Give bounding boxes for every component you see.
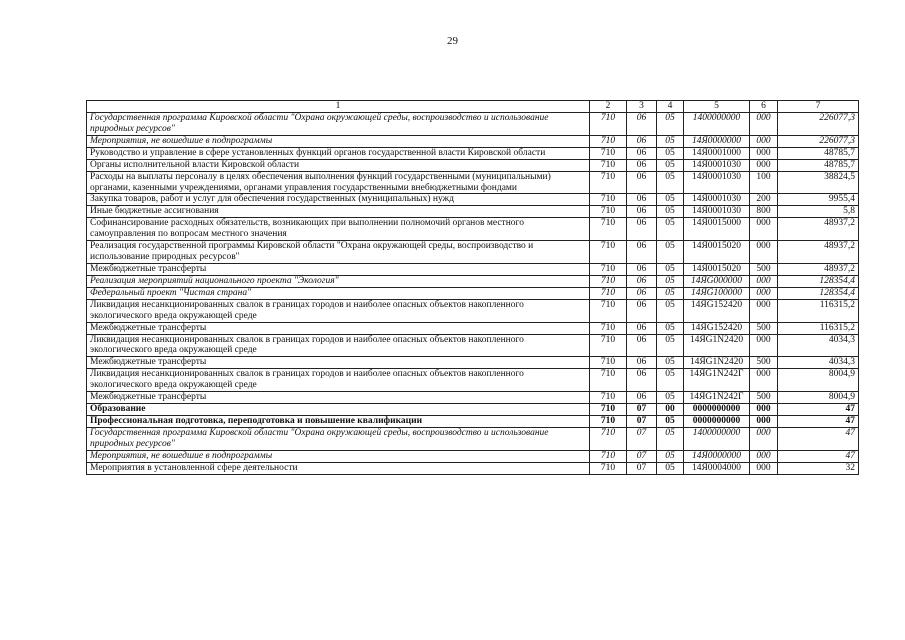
row-code-5-cell: 14Я0015020 [684, 241, 750, 264]
row-code-4-cell: 05 [657, 392, 684, 404]
row-code-2-cell: 710 [590, 206, 627, 218]
row-code-4-cell: 05 [657, 334, 684, 357]
row-code-6-cell: 000 [750, 404, 778, 416]
row-amount-cell: 47 [778, 427, 859, 450]
row-amount-cell: 48937,2 [778, 263, 859, 275]
row-amount-cell: 48937,2 [778, 218, 859, 241]
row-code-3-cell: 06 [627, 171, 657, 194]
row-amount-cell: 8004,9 [778, 392, 859, 404]
row-name-cell: Ликвидация несанкционированных свалок в границах городов и наиболее опасных объектов накопленного экологического вреда окружающей среде [87, 334, 590, 357]
row-code-5-cell: 14ЯG1N242Г [684, 392, 750, 404]
row-code-6-cell: 000 [750, 427, 778, 450]
row-code-6-cell: 000 [750, 450, 778, 462]
row-code-2-cell: 710 [590, 369, 627, 392]
table-row [87, 147, 859, 159]
row-name-cell: Органы исполнительной власти Кировской области [87, 159, 590, 171]
row-code-2-cell: 710 [590, 147, 627, 159]
row-code-5-cell: 14Я0004000 [684, 462, 750, 474]
budget-table [86, 100, 859, 475]
row-code-4-cell: 05 [657, 206, 684, 218]
column-header-4: 4 [657, 101, 684, 113]
row-name-cell: Межбюджетные трансферты [87, 322, 590, 334]
row-code-2-cell: 710 [590, 462, 627, 474]
row-code-5-cell: 0000000000 [684, 415, 750, 427]
row-code-4-cell: 05 [657, 299, 684, 322]
table-row [87, 299, 859, 322]
row-code-6-cell: 000 [750, 275, 778, 287]
row-code-3-cell: 07 [627, 404, 657, 416]
row-code-5-cell: 0000000000 [684, 404, 750, 416]
table-row [87, 113, 859, 136]
row-code-5-cell: 14Я0001030 [684, 206, 750, 218]
table-row [87, 194, 859, 206]
row-name-cell: Профессиональная подготовка, переподготовка и повышение квалификации [87, 415, 590, 427]
row-code-5-cell: 14Я0015000 [684, 218, 750, 241]
table-row [87, 263, 859, 275]
row-code-2-cell: 710 [590, 450, 627, 462]
row-amount-cell: 32 [778, 462, 859, 474]
row-name-cell: Мероприятия в установленной сфере деятельности [87, 462, 590, 474]
row-code-5-cell: 14Я0000000 [684, 135, 750, 147]
row-name-cell: Межбюджетные трансферты [87, 392, 590, 404]
row-code-3-cell: 06 [627, 135, 657, 147]
row-amount-cell: 9955,4 [778, 194, 859, 206]
row-amount-cell: 48937,2 [778, 241, 859, 264]
row-code-4-cell: 05 [657, 263, 684, 275]
row-code-2-cell: 710 [590, 275, 627, 287]
table-row [87, 392, 859, 404]
row-code-3-cell: 06 [627, 241, 657, 264]
row-code-4-cell: 05 [657, 171, 684, 194]
row-code-6-cell: 000 [750, 462, 778, 474]
row-code-2-cell: 710 [590, 159, 627, 171]
row-code-5-cell: 1400000000 [684, 427, 750, 450]
row-code-2-cell: 710 [590, 218, 627, 241]
row-code-2-cell: 710 [590, 334, 627, 357]
row-name-cell: Ликвидация несанкционированных свалок в границах городов и наиболее опасных объектов накопленного экологического вреда окружающей среде [87, 369, 590, 392]
table-row [87, 159, 859, 171]
row-code-5-cell: 14Я0001030 [684, 159, 750, 171]
row-amount-cell: 116315,2 [778, 322, 859, 334]
row-amount-cell: 8004,9 [778, 369, 859, 392]
row-code-2-cell: 710 [590, 427, 627, 450]
row-code-5-cell: 14ЯG1N2420 [684, 357, 750, 369]
row-code-6-cell: 000 [750, 369, 778, 392]
row-code-4-cell: 05 [657, 322, 684, 334]
table-row [87, 218, 859, 241]
row-code-2-cell: 710 [590, 357, 627, 369]
row-code-4-cell: 05 [657, 159, 684, 171]
row-code-2-cell: 710 [590, 241, 627, 264]
row-code-5-cell: 14Я0000000 [684, 450, 750, 462]
row-code-2-cell: 710 [590, 392, 627, 404]
row-name-cell: Иные бюджетные ассигнования [87, 206, 590, 218]
row-code-5-cell: 14ЯG100000 [684, 287, 750, 299]
row-code-5-cell: 14ЯG000000 [684, 275, 750, 287]
row-code-6-cell: 500 [750, 322, 778, 334]
row-code-6-cell: 800 [750, 206, 778, 218]
row-code-3-cell: 07 [627, 462, 657, 474]
row-name-cell: Мероприятия, не вошедшие в подпрограммы [87, 450, 590, 462]
row-name-cell: Софинансирование расходных обязательств, возникающих при выполнении полномочий органов местного самоуправления по вопросам местного значения [87, 218, 590, 241]
row-code-4-cell: 05 [657, 194, 684, 206]
table-row [87, 415, 859, 427]
row-code-5-cell: 14ЯG1N2420 [684, 334, 750, 357]
row-code-3-cell: 06 [627, 218, 657, 241]
row-name-cell: Ликвидация несанкционированных свалок в границах городов и наиболее опасных объектов накопленного экологического вреда окружающей среде [87, 299, 590, 322]
row-name-cell: Руководство и управление в сфере установленных функций органов государственной власти Кировской области [87, 147, 590, 159]
row-name-cell: Реализация государственной программы Кировской области "Охрана окружающей среды, воспроизводство и использование природных ресурсов" [87, 241, 590, 264]
column-header-2: 2 [590, 101, 627, 113]
row-code-3-cell: 06 [627, 299, 657, 322]
row-code-4-cell: 05 [657, 450, 684, 462]
table-row [87, 427, 859, 450]
row-code-6-cell: 500 [750, 357, 778, 369]
row-code-6-cell: 000 [750, 135, 778, 147]
row-code-6-cell: 000 [750, 334, 778, 357]
row-code-5-cell: 14Я0001030 [684, 194, 750, 206]
row-code-2-cell: 710 [590, 299, 627, 322]
row-code-4-cell: 05 [657, 357, 684, 369]
row-code-5-cell: 14Я0001030 [684, 171, 750, 194]
row-code-2-cell: 710 [590, 113, 627, 136]
row-code-6-cell: 000 [750, 415, 778, 427]
row-code-2-cell: 710 [590, 415, 627, 427]
column-header-name: 1 [87, 101, 590, 113]
row-amount-cell: 128354,4 [778, 287, 859, 299]
row-code-3-cell: 06 [627, 322, 657, 334]
row-code-2-cell: 710 [590, 322, 627, 334]
row-code-4-cell: 05 [657, 287, 684, 299]
row-code-3-cell: 07 [627, 427, 657, 450]
row-code-2-cell: 710 [590, 194, 627, 206]
table-row [87, 287, 859, 299]
row-name-cell: Межбюджетные трансферты [87, 357, 590, 369]
row-code-2-cell: 710 [590, 287, 627, 299]
row-code-3-cell: 06 [627, 357, 657, 369]
table-row [87, 462, 859, 474]
row-code-3-cell: 06 [627, 206, 657, 218]
table-row [87, 206, 859, 218]
page-number: 29 [447, 35, 458, 47]
row-code-6-cell: 200 [750, 194, 778, 206]
row-code-6-cell: 500 [750, 392, 778, 404]
table-row [87, 241, 859, 264]
row-code-3-cell: 06 [627, 334, 657, 357]
row-code-5-cell: 14Я0015020 [684, 263, 750, 275]
row-code-3-cell: 06 [627, 113, 657, 136]
row-code-3-cell: 07 [627, 415, 657, 427]
row-amount-cell: 4034,3 [778, 357, 859, 369]
row-code-5-cell: 14ЯG1N242Г [684, 369, 750, 392]
row-code-3-cell: 06 [627, 287, 657, 299]
row-name-cell: Межбюджетные трансферты [87, 263, 590, 275]
row-amount-cell: 128354,4 [778, 275, 859, 287]
row-code-4-cell: 05 [657, 369, 684, 392]
table-row [87, 171, 859, 194]
row-amount-cell: 47 [778, 450, 859, 462]
row-code-2-cell: 710 [590, 263, 627, 275]
row-amount-cell: 226077,3 [778, 113, 859, 136]
row-name-cell: Закупка товаров, работ и услуг для обеспечения государственных (муниципальных) нужд [87, 194, 590, 206]
row-amount-cell: 4034,3 [778, 334, 859, 357]
row-amount-cell: 5,8 [778, 206, 859, 218]
table-row [87, 450, 859, 462]
row-code-6-cell: 500 [750, 263, 778, 275]
row-code-4-cell: 05 [657, 241, 684, 264]
row-code-4-cell: 05 [657, 275, 684, 287]
row-code-3-cell: 06 [627, 275, 657, 287]
row-code-4-cell: 05 [657, 218, 684, 241]
row-code-2-cell: 710 [590, 404, 627, 416]
row-code-2-cell: 710 [590, 171, 627, 194]
table-header-row [87, 101, 859, 113]
row-code-5-cell: 14ЯG152420 [684, 322, 750, 334]
column-header-3: 3 [627, 101, 657, 113]
row-code-4-cell: 00 [657, 404, 684, 416]
row-code-3-cell: 06 [627, 147, 657, 159]
row-code-4-cell: 05 [657, 427, 684, 450]
row-code-6-cell: 000 [750, 159, 778, 171]
row-name-cell: Расходы на выплаты персоналу в целях обеспечения выполнения функций государственными (муниципальными) органами, казенными учреждениями, органами управления государственными внебюджетными фондами [87, 171, 590, 194]
row-code-3-cell: 06 [627, 159, 657, 171]
row-amount-cell: 116315,2 [778, 299, 859, 322]
row-code-4-cell: 05 [657, 415, 684, 427]
row-amount-cell: 38824,5 [778, 171, 859, 194]
row-name-cell: Образование [87, 404, 590, 416]
row-code-6-cell: 000 [750, 287, 778, 299]
row-code-5-cell: 14ЯG152420 [684, 299, 750, 322]
row-code-4-cell: 05 [657, 147, 684, 159]
row-amount-cell: 47 [778, 415, 859, 427]
column-header-7: 7 [778, 101, 859, 113]
row-name-cell: Реализация мероприятий национального проекта "Экология" [87, 275, 590, 287]
column-header-6: 6 [750, 101, 778, 113]
row-code-2-cell: 710 [590, 135, 627, 147]
row-code-3-cell: 06 [627, 194, 657, 206]
row-code-5-cell: 14Я0001000 [684, 147, 750, 159]
row-code-3-cell: 06 [627, 263, 657, 275]
row-name-cell: Мероприятия, не вошедшие в подпрограммы [87, 135, 590, 147]
row-amount-cell: 47 [778, 404, 859, 416]
row-amount-cell: 48785,7 [778, 147, 859, 159]
table-row [87, 334, 859, 357]
row-code-4-cell: 05 [657, 135, 684, 147]
row-code-3-cell: 06 [627, 369, 657, 392]
table-row [87, 135, 859, 147]
table-row [87, 404, 859, 416]
row-code-6-cell: 000 [750, 218, 778, 241]
row-amount-cell: 48785,7 [778, 159, 859, 171]
row-code-3-cell: 06 [627, 392, 657, 404]
row-name-cell: Государственная программа Кировской области "Охрана окружающей среды, воспроизводство и использование природных ресурсов" [87, 113, 590, 136]
table-row [87, 369, 859, 392]
table-body [87, 113, 859, 475]
row-code-6-cell: 000 [750, 299, 778, 322]
table-row [87, 275, 859, 287]
column-header-5: 5 [684, 101, 750, 113]
row-code-5-cell: 1400000000 [684, 113, 750, 136]
table-row [87, 357, 859, 369]
row-name-cell: Федеральный проект "Чистая страна" [87, 287, 590, 299]
row-code-6-cell: 000 [750, 113, 778, 136]
row-code-6-cell: 000 [750, 241, 778, 264]
row-code-4-cell: 05 [657, 113, 684, 136]
row-code-6-cell: 100 [750, 171, 778, 194]
row-amount-cell: 226077,3 [778, 135, 859, 147]
table-row [87, 322, 859, 334]
row-name-cell: Государственная программа Кировской области "Охрана окружающей среды, воспроизводство и использование природных ресурсов" [87, 427, 590, 450]
row-code-3-cell: 07 [627, 450, 657, 462]
row-code-4-cell: 05 [657, 462, 684, 474]
row-code-6-cell: 000 [750, 147, 778, 159]
